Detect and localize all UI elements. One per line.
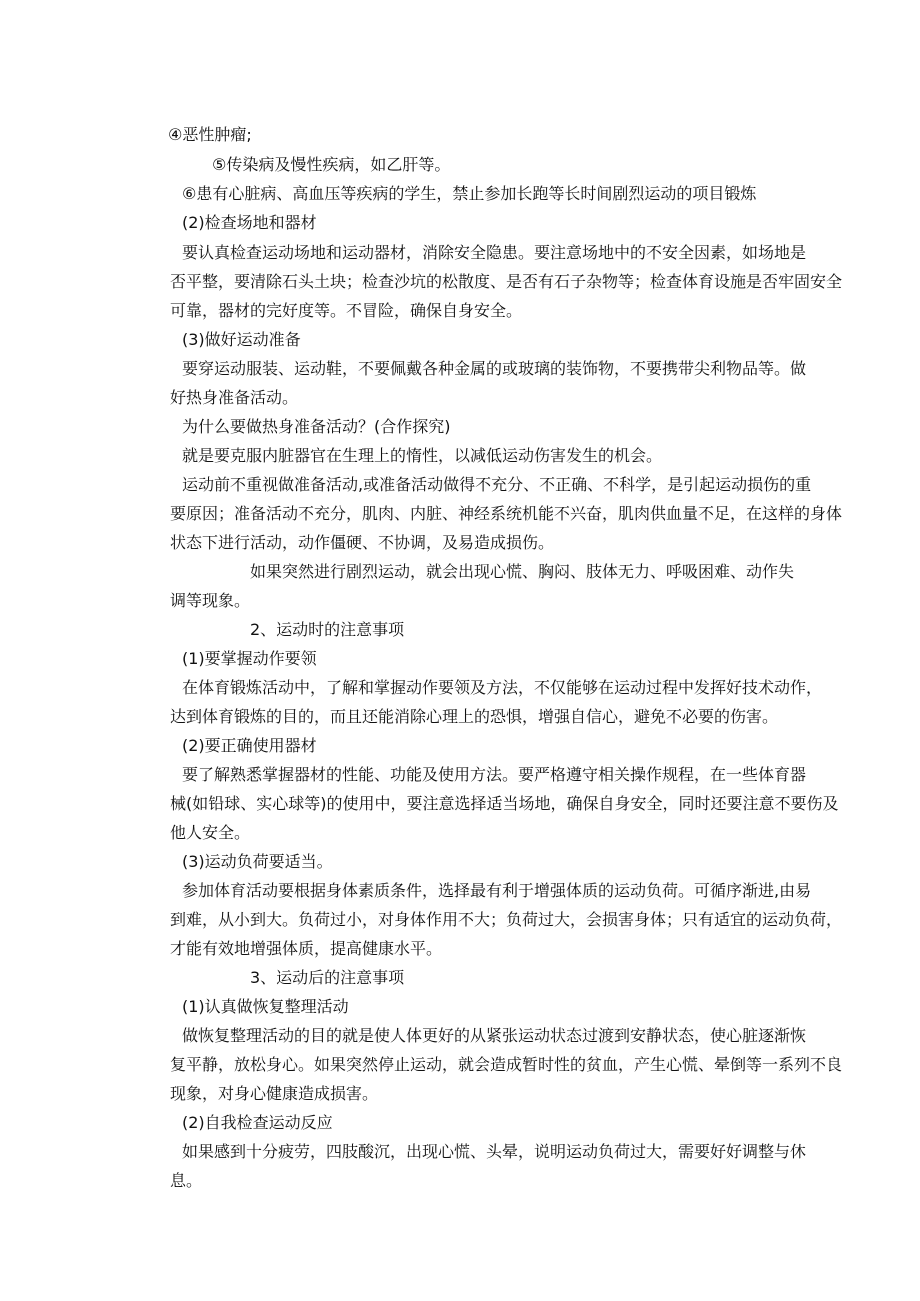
paragraph-line: 在体育锻炼活动中，了解和掌握动作要领及方法，不仅能够在运动过程中发挥好技术动作，	[182, 678, 823, 697]
heading-self-check: (2)自我检查运动反应	[182, 1113, 333, 1132]
heading-prepare-exercise: (3)做好运动准备	[182, 330, 301, 349]
heading-recovery-activity: (1)认真做恢复整理活动	[182, 997, 349, 1016]
paragraph-line: 运动前不重视做准备活动,或准备活动做得不充分、不正确、不科学，是引起运动损伤的重	[182, 475, 812, 494]
paragraph-line: 达到体育锻炼的目的，而且还能消除心理上的恐惧，增强自信心，避免不必要的伤害。	[170, 707, 779, 726]
paragraph-line: 才能有效地增强体质，提高健康水平。	[170, 939, 443, 958]
paragraph-line: 他人安全。	[170, 823, 251, 842]
heading-check-venue: (2)检查场地和器材	[182, 213, 317, 232]
paragraph-line: 否平整，要清除石头土块；检查沙坑的松散度、是否有石子杂物等；检查体育设施是否牢固安全	[170, 272, 843, 291]
paragraph-line: 可靠，器材的完好度等。不冒险，确保自身安全。	[170, 301, 523, 320]
paragraph-line: 现象，对身心健康造成损害。	[170, 1084, 379, 1103]
section-heading-after-exercise: 3、运动后的注意事项	[250, 968, 405, 987]
paragraph-line: 复平静，放松身心。如果突然停止运动，就会造成暂时性的贫血，产生心慌、晕倒等一系列不良	[170, 1055, 843, 1074]
section-heading-during-exercise: 2、运动时的注意事项	[250, 620, 405, 639]
heading-exercise-load: (3)运动负荷要适当。	[182, 852, 333, 871]
paragraph-line: 做恢复整理活动的目的就是使人体更好的从紧张运动状态过渡到安静状态，使心脏逐渐恢	[182, 1026, 807, 1045]
paragraph-line: 要原因；准备活动不充分，肌肉、内脏、神经系统机能不兴奋，肌肉供血量不足，在这样的身体	[170, 504, 843, 523]
paragraph-line: 械(如铅球、实心球等)的使用中，要注意选择适当场地，确保自身安全，同时还要注意不要伤及	[170, 794, 839, 813]
list-item-heart-disease: ⑥患有心脏病、高血压等疾病的学生，禁止参加长跑等长时间剧烈运动的项目锻炼	[182, 184, 757, 203]
paragraph-line: 要穿运动服装、运动鞋，不要佩戴各种金属的或玻璃的装饰物，不要携带尖利物品等。做	[182, 359, 807, 378]
list-item-infectious-disease: ⑤传染病及慢性疾病，如乙肝等。	[212, 155, 451, 174]
paragraph-line: 调等现象。	[170, 591, 251, 610]
question-warmup: 为什么要做热身准备活动？(合作探究)	[182, 417, 451, 436]
heading-master-technique: (1)要掌握动作要领	[182, 649, 317, 668]
paragraph-line: 如果突然进行剧烈运动，就会出现心慌、胸闷、肢体无力、呼吸困难、动作失	[250, 562, 795, 581]
paragraph-line: 息。	[170, 1171, 203, 1190]
paragraph-line: 好热身准备活动。	[170, 388, 299, 407]
paragraph-line: 要认真检查运动场地和运动器材，消除安全隐患。要注意场地中的不安全因素，如场地是	[182, 243, 807, 262]
paragraph-line: 就是要克服内脏器官在生理上的惰性，以减低运动伤害发生的机会。	[182, 446, 663, 465]
paragraph-line: 状态下进行活动，动作僵硬、不协调，及易造成损伤。	[170, 533, 555, 552]
paragraph-line: 如果感到十分疲劳，四肢酸沉，出现心慌、头晕，说明运动负荷过大，需要好好调整与休	[182, 1142, 807, 1161]
heading-use-equipment: (2)要正确使用器材	[182, 736, 317, 755]
paragraph-line: 到难，从小到大。负荷过小，对身体作用不大；负荷过大，会损害身体；只有适宜的运动负荷，	[170, 910, 843, 929]
list-item-malignant-tumor: ④恶性肿瘤;	[168, 125, 252, 144]
paragraph-line: 要了解熟悉掌握器材的性能、功能及使用方法。要严格遵守相关操作规程，在一些体育器	[182, 765, 807, 784]
paragraph-line: 参加体育活动要根据身体素质条件，选择最有利于增强体质的运动负荷。可循序渐进,由易	[182, 881, 812, 900]
